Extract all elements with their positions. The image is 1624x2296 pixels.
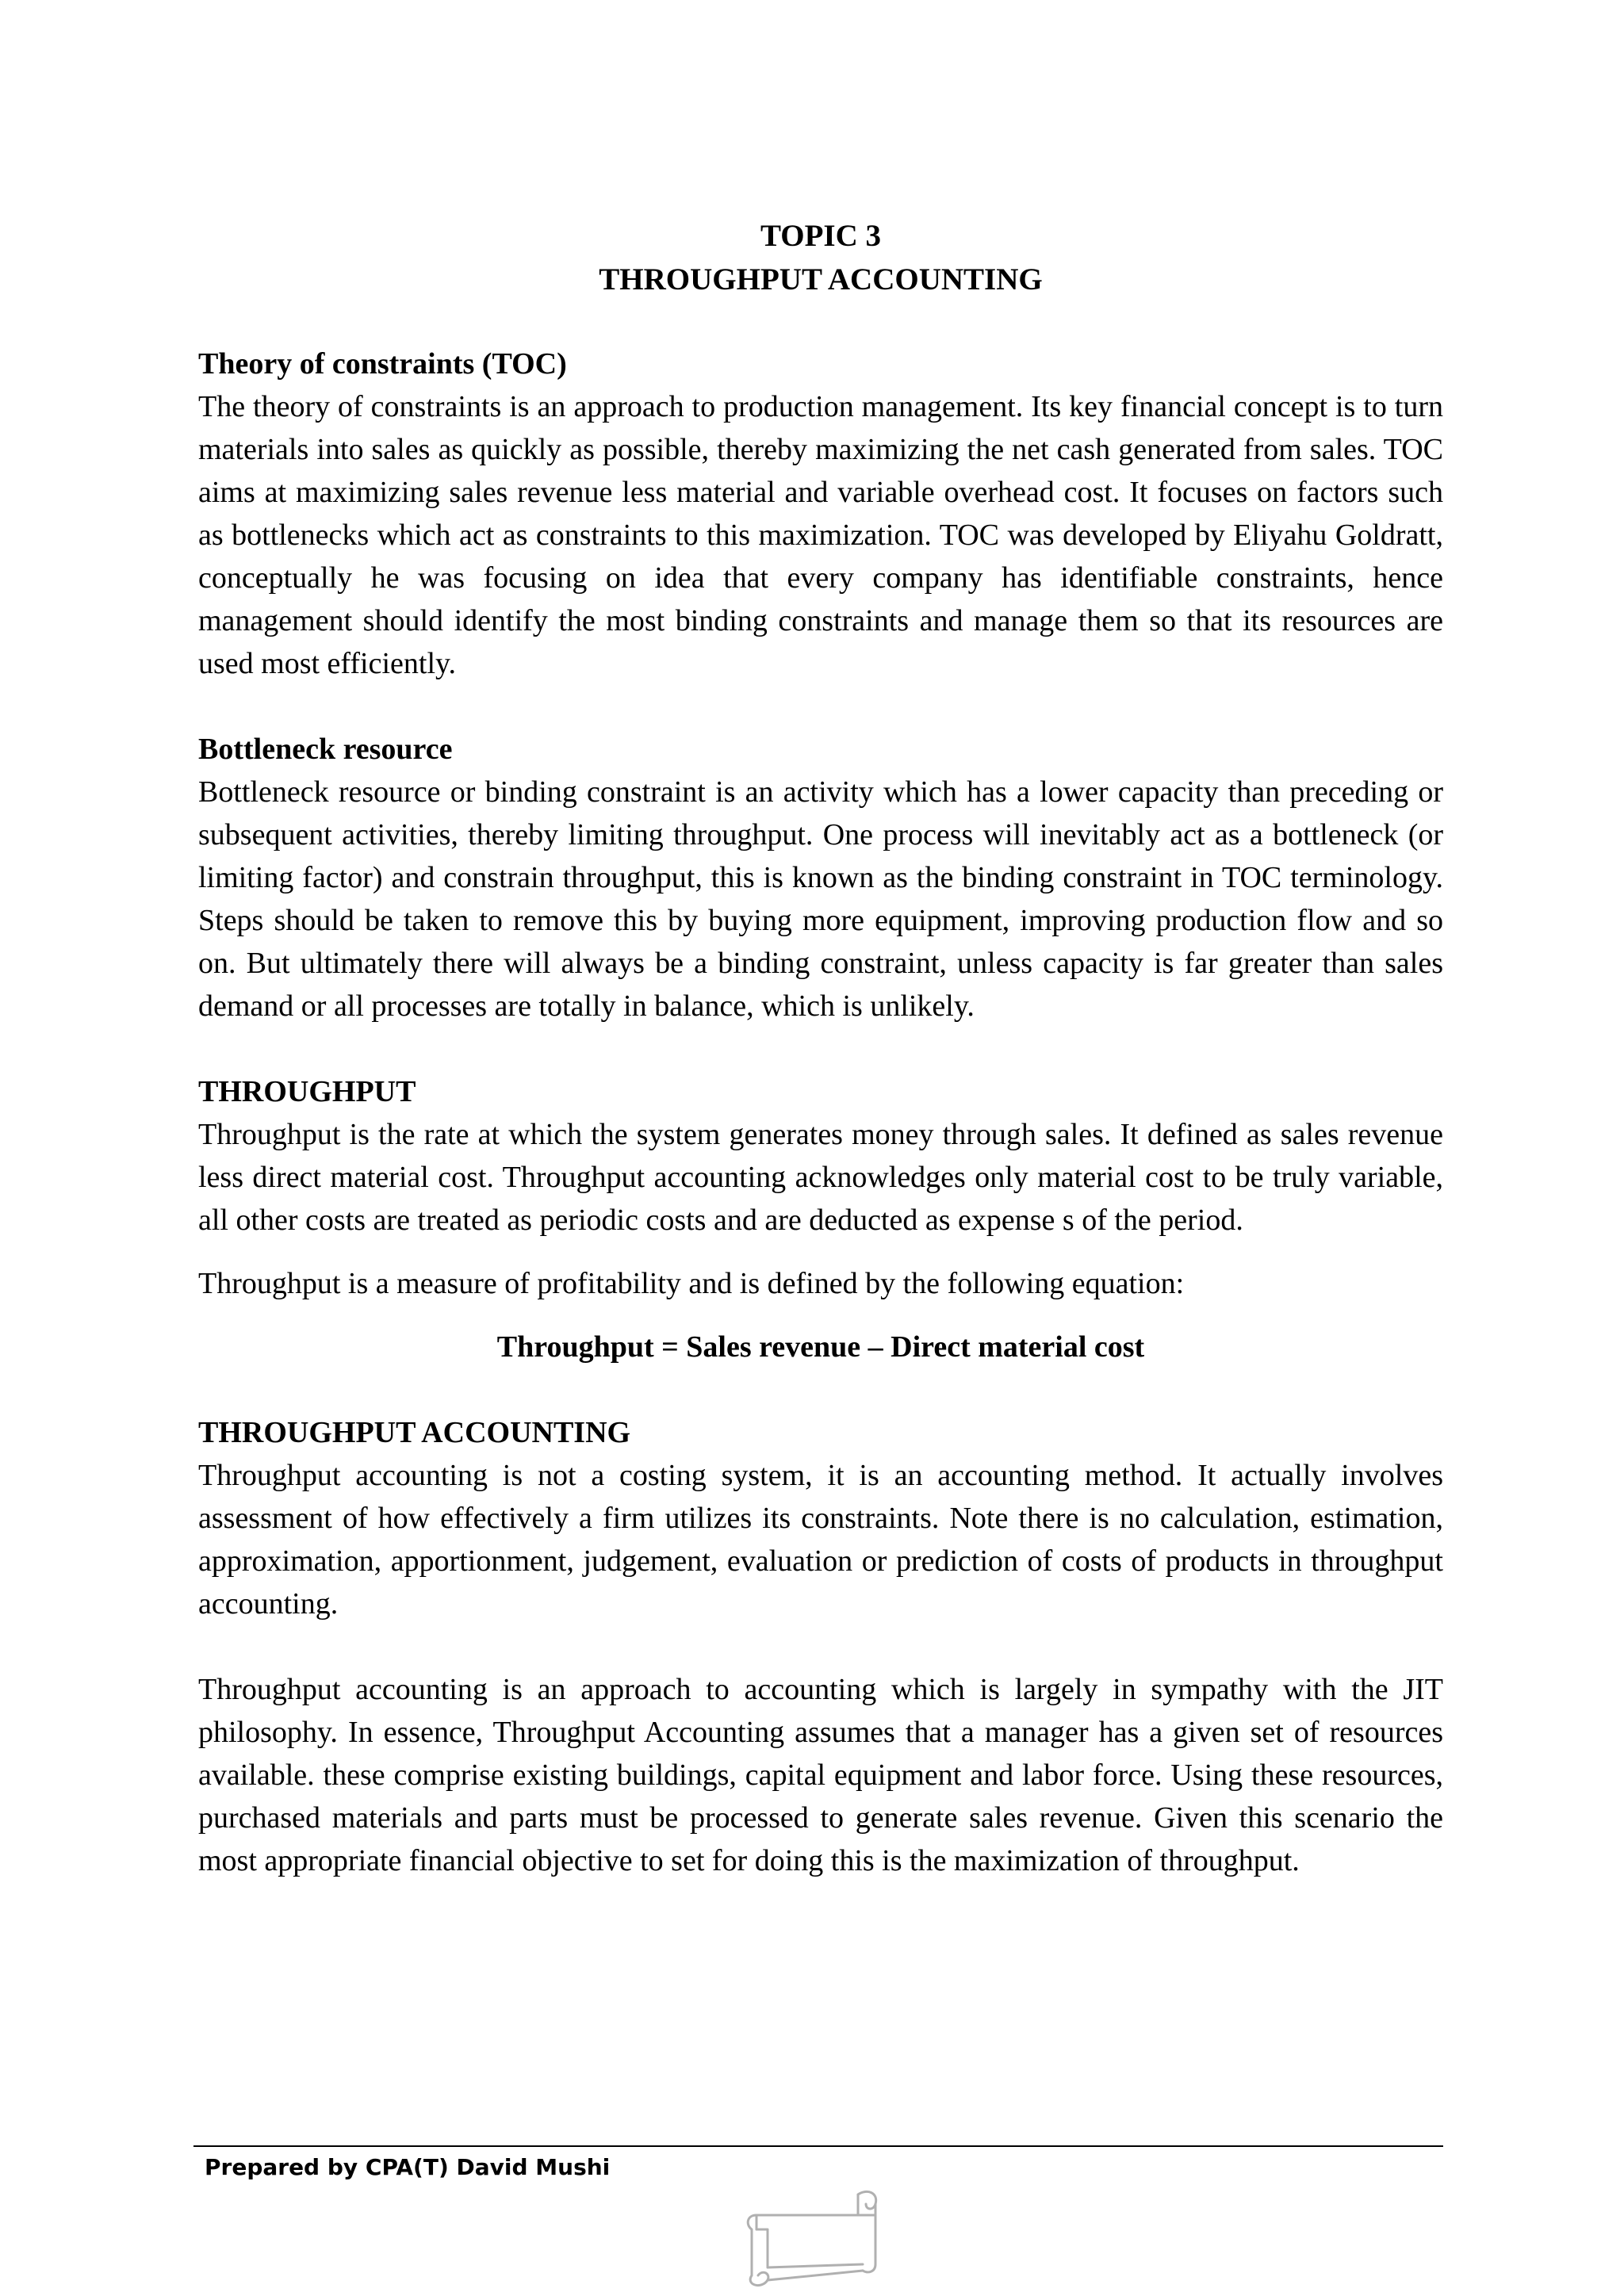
document-page — [198, 214, 1443, 1882]
section-heading: THROUGHPUT — [198, 1075, 416, 1108]
section-bottleneck — [198, 728, 1443, 1027]
section-heading: THROUGHPUT ACCOUNTING — [198, 1416, 631, 1449]
scroll-icon — [739, 2187, 893, 2290]
page-title: THROUGHPUT ACCOUNTING — [599, 262, 1043, 297]
footer-author: Prepared by CPA(T) David Mushi — [205, 2154, 611, 2180]
section-heading: Bottleneck resource — [198, 733, 453, 766]
paragraph: Bottleneck resource or binding constraint is an activity which has a lower capacity than preceding or subsequent activities, thereby limiting throughput. One process will inevitably act as a bottleneck (or limiting factor) and constrain throughput, this is known as the binding constraint in TOC terminology. Steps should be taken to remove this by buying more equipment, improving production flow and so on. But ultimately there will always be a binding constraint, unless capacity is far greater than sales demand or all processes are totally in balance, which is unlikely. — [198, 775, 1443, 1023]
title-block — [198, 214, 1443, 301]
topic-number: TOPIC 3 — [760, 219, 882, 253]
paragraph: Throughput accounting is an approach to accounting which is largely in sympathy with the JIT philosophy. In essence, Throughput Accounting assumes that a manager has a given set of resources available. these comprise existing buildings, capital equipment and labor force. Using these resources, purchased materials and parts must be processed to generate sales revenue. Given this scenario the most appropriate financial objective to set for doing this is the maximization of throughput. — [198, 1673, 1443, 1877]
paragraph: Throughput is the rate at which the system generates money through sales. It defined as sales revenue less direct material cost. Throughput accounting acknowledges only material cost to be truly variable, all other costs are treated as periodic costs and are deducted as expense s of the period. — [198, 1118, 1443, 1237]
throughput-equation: Throughput = Sales revenue – Direct material cost — [496, 1330, 1145, 1364]
section-heading: Theory of constraints (TOC) — [198, 347, 567, 381]
section-throughput-accounting — [198, 1411, 1443, 1882]
paragraph: The theory of constraints is an approach to production management. Its key financial concept is to turn materials into sales as quickly as possible, thereby maximizing the net cash generated from sales. TOC aims at maximizing sales revenue less material and variable overhead cost. It focuses on factors such as bottlenecks which act as constraints to this maximization. TOC was developed by Eliyahu Goldratt, conceptually he was focusing on idea that every company has identifiable constraints, hence management should identify the most binding constraints and manage them so that its resources are used most efficiently. — [198, 390, 1443, 680]
paragraph: Throughput is a measure of profitability and is defined by the following equation: — [198, 1267, 1185, 1300]
footer-divider — [193, 2145, 1443, 2147]
section-toc — [198, 342, 1443, 685]
paragraph: Throughput accounting is not a costing system, it is an accounting method. It actually involves assessment of how effectively a firm utilizes its constraints. Note there is no calculation, estimation, approximation, apportionment, judgement, evaluation or prediction of costs of products in throughput accounting. — [198, 1459, 1443, 1621]
section-throughput — [198, 1070, 1443, 1368]
